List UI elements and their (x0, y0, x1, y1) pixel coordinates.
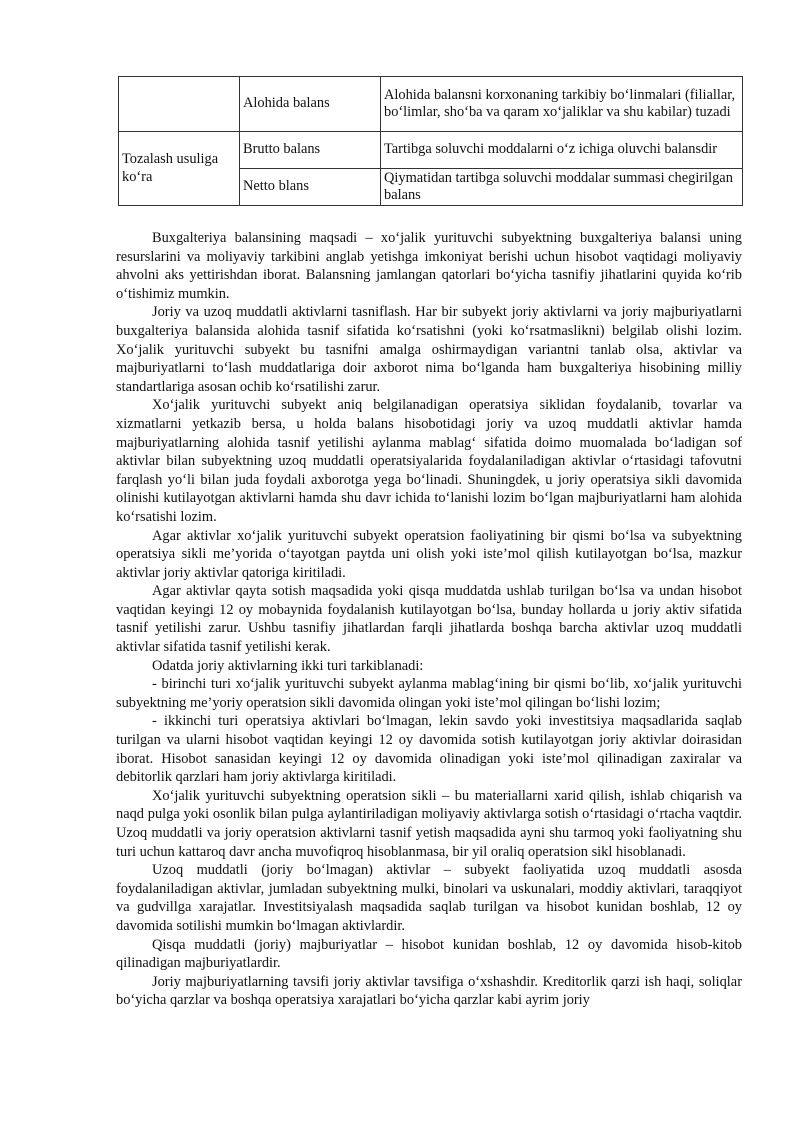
paragraph: Uzoq muddatli (joriy bo‘lmagan) aktivlar – subyekt faoliyatida uzoq muddatli asosda foydalaniladigan aktivlar, jumladan subyektning mulki, binolari va uskunalari, moddiy aktivlari, taraqqiyot va gudvillga xarajatlar. Investitsiyalash maqsadida saqlab turilgan va hisobot kunidan boshlab, 12 oy davomida sotilishi mumkin bo‘lmagan aktivlardir. (116, 862, 742, 934)
list-item: - birinchi turi xo‘jalik yurituvchi subyekt aylanma mablag‘ining bir qismi bo‘lib, xo‘jalik yurituvchi subyektning me’yoriy operatsion sikli davomida olingan yoki iste’mol qilingan bo‘lishi lozim; (116, 676, 742, 711)
paragraph: Xo‘jalik yurituvchi subyekt aniq belgilanadigan operatsiya siklidan foydalanib, tovarlar va xizmatlarni yetkazib bersa, u holda balans hisobotidagi joriy va uzoq muddatli aktivlar hamda majburiyatlarning alohida tasnif yetilishi aylanma mablag‘ sifatida doimo muomalada bo‘ladigan sof aktivlar bilan subyektning uzoq muddatli operatsiyalarida foydalaniladigan aktivlar o‘rtasidagi tafovutni farqlash yo‘li bilan juda foydali axborotga yega bo‘linadi. Shuningdek, u joriy operatsiya sikli davomida olinishi kutilayotgan aktivlarni hamda shu davr ichida to‘lanishi lozim bo‘lgan majburiyatlarni ham alohida ko‘rsatishi lozim. (116, 397, 742, 525)
table-cell-type: Netto blans (240, 169, 381, 206)
table-cell-description: Tartibga soluvchi moddalarni o‘z ichiga oluvchi balansdir (381, 132, 743, 169)
balance-classification-table (118, 76, 743, 206)
table-cell-description: Qiymatidan tartibga soluvchi moddalar summasi chegirilgan balans (381, 169, 743, 206)
table-cell-type: Brutto balans (240, 132, 381, 169)
table-row (119, 77, 743, 132)
table-cell-description: Alohida balansni korxonaning tarkibiy bo‘linmalari (filiallar, bo‘limlar, sho‘ba va qaram xo‘jaliklar va shu kabilar) tuzadi (381, 77, 743, 132)
table-cell-type: Alohida balans (240, 77, 381, 132)
paragraph: Agar aktivlar qayta sotish maqsadida yoki qisqa muddatda ushlab turilgan bo‘lsa va undan hisobot vaqtidan keyingi 12 oy mobaynida foydalanish kutilayotgan bo‘lsa, bunday hollarda u joriy aktiv sifatida tasnif yetilishi zarur. Ushbu tasnifiy jihatlardan farqli jihatlarda boshqa barcha aktivlar uzoq muddatli aktivlar sifatida tasnif yetilishi kerak. (116, 583, 742, 656)
paragraph: Buxgalteriya balansining maqsadi – xo‘jalik yurituvchi subyektning buxgalteriya balansi uning resurslarini va moliyaviy tarkibini anglab yetishga imkoniyat berishi uchun hisobot vaqtidagi moliyaviy ahvolni aks yettirishdan iborat. Balansning jamlangan qatorlari bo‘yicha tasnifiy jihatlarini quyida ko‘rib o‘tishimiz mumkin. (116, 230, 742, 302)
table-cell-group (119, 77, 240, 132)
paragraph: Odatda joriy aktivlarning ikki turi tarkiblanadi: (152, 657, 424, 674)
paragraph: Joriy va uzoq muddatli aktivlarni tasniflash. Har bir subyekt joriy aktivlarni va joriy majburiyatlarni buxgalteriya balansida alohida tasnif sifatida ko‘rsatishni (yoki ko‘rsatmaslikni) belgilab olishi lozim. Xo‘jalik yurituvchi subyekt bu tasnifni amalga oshirmaydigan variantni tanlab olsa, aktivlar va majburiyatlarni to‘lash muddatlariga doir axborot nima bo‘lganda ham buxgalteriya hisobining milliy standartlariga asosan ochib ko‘rsatilishi zarur. (116, 304, 742, 395)
table-cell-group: Tozalash usuliga ko‘ra (119, 132, 240, 206)
paragraph: Xo‘jalik yurituvchi subyektning operatsion sikli – bu materiallarni xarid qilish, ishlab chiqarish va naqd pulga yoki osonlik bilan pulga aylantiriladigan moliyaviy aktivlarga sotish o‘rtasidagi o‘rtacha vaqtdir. Uzoq muddatli va joriy operatsion aktivlarni tasnif yetish maqsadida ayni shu tarmoq yoki faoliyatning shu turi uchun kattaroq davr ancha muvofiqroq hisoblanmasa, bir yil oraliq operatsion sikl hisoblanadi. (116, 787, 742, 860)
paragraph: Qisqa muddatli (joriy) majburiyatlar – hisobot kunidan boshlab, 12 oy davomida hisob-kitob qilinadigan majburiyatlardir. (116, 936, 742, 972)
paragraph: Agar aktivlar xo‘jalik yurituvchi subyekt operatsion faoliyatining bir qismi bo‘lsa va subyektning operatsiya sikli me’yorida o‘tayotgan paytda uni olish yoki iste’mol qilish kutilayotgan bo‘lsa, mazkur aktivlar joriy aktivlar qatoriga kiritiladi. (116, 527, 742, 581)
list-item: - ikkinchi turi operatsiya aktivlari bo‘lmagan, lekin savdo yoki investitsiya maqsadlarida saqlab turilgan va ularni hisobot vaqtidan keyingi 12 oy davomida sotish kutilayotgan joriy aktivlar doirasidan iborat. Hisobot sanasidan keyingi 12 oy davomida olinadigan yoki iste’mol qilinadigan zaxiralar va debitorlik qarzlari ham joriy aktivlarga kiritiladi. (116, 713, 742, 786)
paragraph: Joriy majburiyatlarning tavsifi joriy aktivlar tavsifiga o‘xshashdir. Kreditorlik qarzi ish haqi, soliqlar bo‘yicha qarzlar va boshqa operatsiya xarajatlari bo‘yicha qarzlar kabi ayrim joriy (116, 973, 742, 1009)
table-row (119, 132, 743, 169)
body-text (116, 229, 742, 1010)
